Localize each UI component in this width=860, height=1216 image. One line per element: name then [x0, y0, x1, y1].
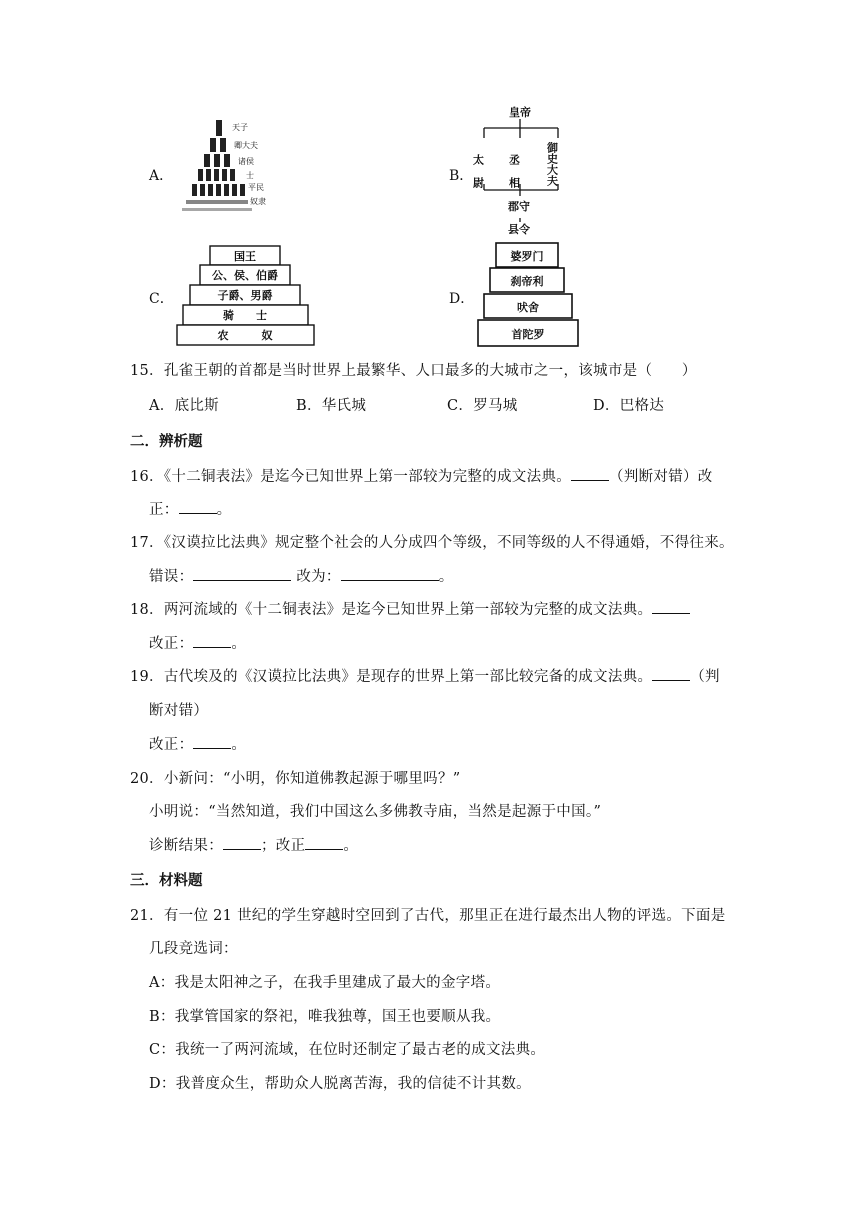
q15-choice-c[interactable]: C．罗马城: [447, 398, 518, 414]
pyramid-a-level: 天子: [232, 123, 248, 132]
q21-line1: 21．有一位 21 世纪的学生穿越时空回到了古代，那里正在进行最杰出人物的评选。下面是: [130, 908, 726, 924]
q18-correction-label: 改正：: [149, 636, 194, 652]
q15-choice-a[interactable]: A．底比斯: [149, 398, 219, 414]
hierarchy-top: 皇帝: [509, 106, 531, 119]
stepped-d-level: 吠舍: [517, 301, 539, 314]
q21-item-a: A：我是太阳神之子，在我手里建成了最大的金字塔。: [149, 975, 501, 991]
option-b-letter: B．: [449, 168, 474, 184]
stepped-c-level: 子爵、男爵: [217, 289, 273, 302]
stepped-d-level: 首陀罗: [511, 328, 545, 341]
q20-fix-label: ；改正: [261, 838, 306, 854]
option-d-diagram: [476, 240, 580, 348]
q17-error-blank[interactable]: [193, 568, 291, 581]
q19-period: 。: [231, 737, 247, 753]
hierarchy-branch: 御史大夫: [545, 142, 559, 186]
pyramid-a-level: 卿大夫: [234, 141, 258, 150]
q21-line2: 几段竞选词：: [149, 941, 238, 957]
section-2-heading: 二．辨析题: [130, 433, 203, 450]
q18-blank[interactable]: [652, 601, 690, 614]
q21-item-d: D：我普度众生，帮助众人脱离苦海，我的信徒不计其数。: [149, 1076, 531, 1092]
q20-line3: [149, 834, 358, 855]
q17-error-label: 错误：: [149, 569, 194, 585]
q16-text: 16．《十二铜表法》是迄今已知世界上第一部较为完整的成文法典。: [130, 469, 571, 485]
q17-fix-blank[interactable]: [341, 568, 439, 581]
q19-line1: [130, 665, 720, 686]
q19-correction-blank[interactable]: [193, 736, 231, 749]
section-3-heading: 三．材料题: [130, 872, 203, 889]
q16-line1: [130, 465, 713, 486]
pyramid-a-level: 诸侯: [238, 157, 254, 166]
stepped-c-level: 公、侯、伯爵: [212, 269, 278, 282]
q21-item-b: B：我掌管国家的祭祀，唯我独尊，国王也要顺从我。: [149, 1009, 501, 1025]
q19-blank[interactable]: [652, 668, 690, 681]
q15-choice-b[interactable]: B．华氏城: [296, 398, 367, 414]
q18-text: 18．两河流域的《十二铜表法》是迄今已知世界上第一部较为完整的成文法典。: [130, 602, 653, 618]
option-d-letter: D．: [449, 291, 475, 307]
option-a-diagram: [176, 114, 276, 224]
q15-choice-d[interactable]: D．巴格达: [593, 398, 665, 414]
q17-fix-label: 改为：: [296, 569, 341, 585]
q17-line2: [149, 565, 454, 586]
q16-correction-label: 正：: [149, 502, 179, 518]
q16-tail: （判断对错）改: [609, 469, 713, 485]
pyramid-a-level: 奴隶: [250, 197, 266, 206]
q19-line3: [149, 733, 246, 754]
stepped-d-level: 刹帝利: [510, 275, 544, 288]
q18-period: 。: [231, 636, 247, 652]
stepped-c-level: 骑 士: [223, 309, 267, 322]
q17-period: 。: [438, 569, 454, 585]
q17-line1: 17．《汉谟拉比法典》规定整个社会的人分成四个等级，不同等级的人不得通婚，不得往来。: [130, 535, 734, 551]
q16-blank[interactable]: [571, 468, 609, 481]
q18-line2: [149, 632, 246, 653]
hierarchy-branch: 太尉: [471, 154, 485, 200]
q20-fix-blank[interactable]: [305, 837, 343, 850]
q16-correction-blank[interactable]: [179, 501, 217, 514]
hierarchy-lower: 县令: [508, 223, 530, 236]
q15-text: 15．孔雀王朝的首都是当时世界上最繁华、人口最多的大城市之一，该城市是（ ）: [130, 363, 697, 379]
q21-item-c: C：我统一了两河流域，在位时还制定了最古老的成文法典。: [149, 1042, 546, 1058]
q16-line2: [149, 498, 231, 519]
pyramid-a-level: 士: [246, 171, 254, 180]
pyramid-a-level: 平民: [248, 183, 264, 192]
q19-tail: （判: [690, 669, 720, 685]
q19-line2: 断对错）: [149, 703, 209, 719]
q20-line1: 20．小新问：“小明，你知道佛教起源于哪里吗？”: [130, 771, 461, 787]
q19-correction-label: 改正：: [149, 737, 194, 753]
q18-line1: [130, 598, 690, 619]
q20-period: 。: [343, 838, 359, 854]
hierarchy-lower: 郡守: [508, 200, 530, 213]
figure-tianzi: [216, 120, 222, 136]
q20-line2: 小明说：“当然知道，我们中国这么多佛教寺庙，当然是起源于中国。”: [149, 804, 602, 820]
q20-diagnosis-blank[interactable]: [223, 837, 261, 850]
option-c-letter: C．: [149, 291, 174, 307]
q18-correction-blank[interactable]: [193, 635, 231, 648]
option-a-letter: A．: [149, 168, 174, 184]
stepped-c-level: 农 奴: [217, 329, 273, 342]
stepped-d-level: 婆罗门: [510, 250, 544, 263]
q16-period: 。: [216, 502, 232, 518]
q20-diagnosis-label: 诊断结果：: [149, 838, 223, 854]
hierarchy-branch: 丞相: [507, 154, 521, 200]
option-c-diagram: [176, 242, 316, 348]
stepped-c-level: 国王: [234, 250, 256, 263]
q19-text: 19．古代埃及的《汉谟拉比法典》是现存的世界上第一部比较完备的成文法典。: [130, 669, 653, 685]
option-b-diagram: [471, 102, 570, 236]
